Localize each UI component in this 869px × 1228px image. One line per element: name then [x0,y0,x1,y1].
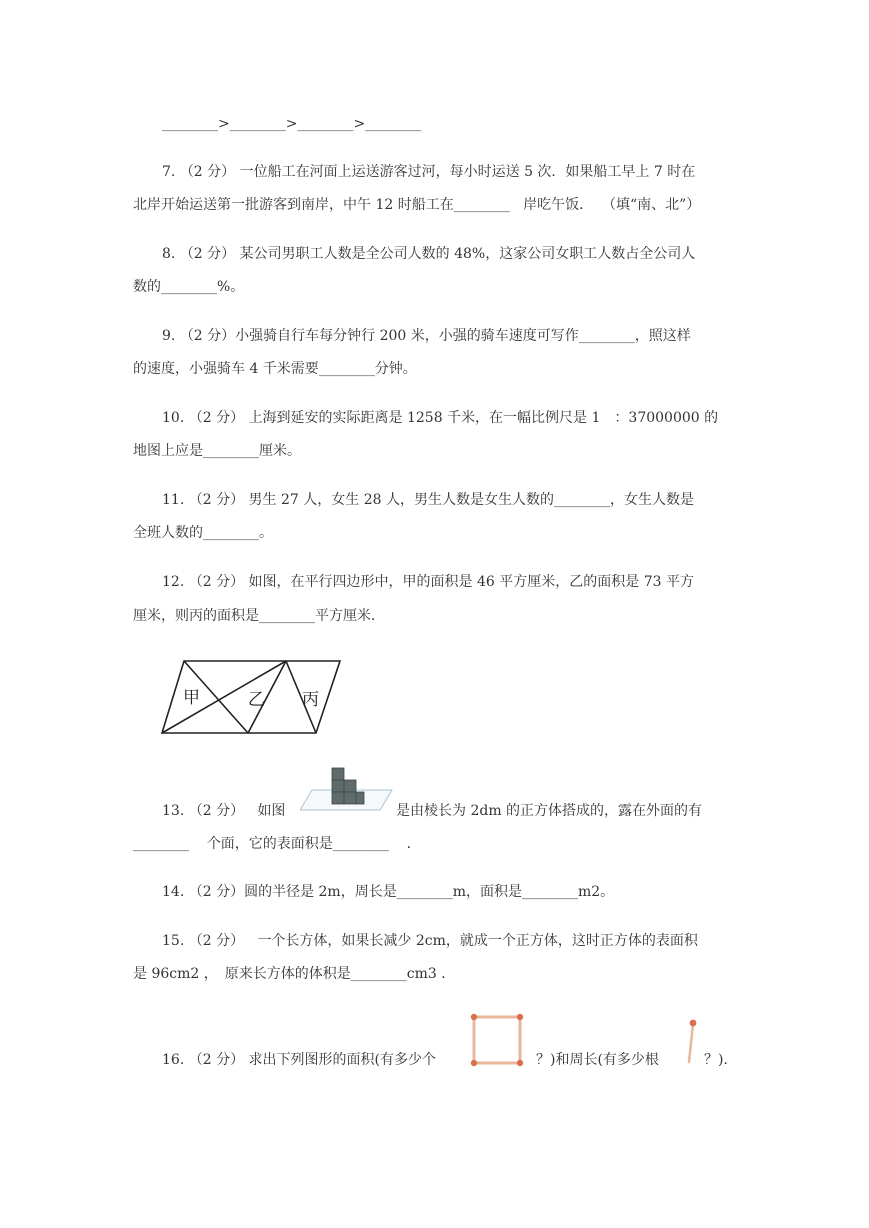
question-number: 7. [162,164,176,180]
question-13-line-1b [396,801,702,821]
question-number: 11. [162,492,185,508]
question-text: 男生 27 人，女生 28 人，男生人数是女生人数的 [248,492,554,508]
answer-blank[interactable]: ________ [259,608,315,624]
question-text: m2。 [578,884,615,900]
question-text: 。 [259,525,273,541]
question-16-line-a [162,1050,436,1070]
question-text: 厘米，则丙的面积是 [133,608,259,624]
question-score: （2 分） [188,492,245,508]
answer-blank[interactable]: ________ [162,116,218,132]
question-11-line-2 [133,523,273,543]
question-score: （2 分） [188,884,245,900]
answer-blank[interactable]: ________ [365,116,422,132]
question-text: 某公司男职工人数是全公司人数的 48%，这家公司女职工人数占全公司人 [239,246,696,262]
question-number: 15. [162,933,185,949]
question-text: 圆的半径是 2m，周长是 [244,884,397,900]
answer-blank[interactable]: ________ [396,884,453,900]
question-text: ． [406,836,421,852]
question-8-line-2 [133,277,244,297]
question-text: 小强骑自行车每分钟行 200 米，小强的骑车速度可写作 [235,328,579,344]
question-text: %。 [217,279,245,295]
question-text: ？)． [704,1052,738,1068]
question-number: 10. [162,410,185,426]
matchstick-square-icon [466,1011,528,1069]
question-text: 北岸开始运送第一批游客到南岸，中午 12 时船工在 [133,197,454,213]
question-7-line-2 [133,195,700,215]
question-number: 8. [162,246,176,262]
question-text: 如图，在平行四边形中，甲的面积是 46 平方厘米，乙的面积是 73 平方 [248,574,694,590]
question-score: （2 分） [188,1052,245,1068]
question-15-line-2 [133,964,455,984]
answer-blank[interactable]: ________ [229,116,286,132]
question-score: （2 分） [179,328,236,344]
question-13-line-2 [133,834,421,854]
question-12-line-2 [133,606,385,626]
matchstick-icon [684,1018,698,1064]
answer-blank[interactable]: ________ [161,279,217,295]
question-text: 岸吃午饭． [523,197,594,213]
question-14-line [162,882,614,902]
question-9-line-2 [133,359,417,379]
question-text: m，面积是 [452,884,522,900]
question-score: （2 分） [179,246,236,262]
question-7-line-1 [162,162,695,182]
question-text: 全班人数的 [133,525,203,541]
question-text: 的速度，小强骑车 4 千米需要 [133,361,319,377]
question-text: 平方厘米． [315,608,385,624]
question-16-line-c [704,1050,737,1070]
question-text: ？)和周长(有多少根 [536,1052,659,1068]
question-text: cm3 ． [406,966,456,982]
answer-blank[interactable]: ________ [522,884,578,900]
question-10-line-2 [133,441,301,461]
question-text: 个面，它的表面积是 [206,836,333,852]
question-text: 如图 [257,803,286,819]
answer-blank[interactable]: ________ [553,492,610,508]
cube-stack-figure [300,766,394,814]
question-text: 是由棱长为 2dm 的正方体搭成的，露在外面的有 [396,803,703,819]
question-text: 上海到延安的实际距离是 1258 千米，在一幅比例尺是 1 ：37000000 的 [248,410,719,426]
answer-blank[interactable]: ________ [318,361,375,377]
question-8-line-1 [162,244,695,264]
question-number: 9. [162,328,176,344]
question-12-line-1 [162,572,694,592]
question-16-line-b [536,1050,659,1070]
question-text: 分钟。 [374,361,417,377]
question-10-line-1 [162,408,718,428]
question-text: 地图上应是 [133,443,203,459]
question-9-line-1 [162,326,691,346]
answer-blank[interactable]: ________ [133,836,189,852]
question-number: 13. [162,803,185,819]
question-13-line-1 [162,801,285,821]
question-text: ，照这样 [634,328,691,344]
question-number: 14. [162,884,185,900]
question-score: （2 分） [188,574,245,590]
label-jia: 甲 [183,688,200,708]
greater-than-sign: > [218,116,230,132]
question-text: 厘米。 [259,443,301,459]
question-text: 求出下列图形的面积(有多少个 [248,1052,436,1068]
question-score: （2 分） [188,933,245,949]
answer-blank[interactable]: ________ [578,328,635,344]
answer-blank[interactable]: ________ [203,525,259,541]
label-yi: 乙 [248,690,265,710]
question-text: 是 96cm2 ， 原来长方体的体积是 [133,966,351,982]
greater-than-sign: > [353,116,366,132]
question-number: 12. [162,574,185,590]
question-hint: （填“南、北”） [601,197,701,213]
answer-blank[interactable]: ________ [453,197,510,213]
label-bing: 丙 [302,690,319,710]
question-number: 16. [162,1052,185,1068]
comparison-blanks-line [162,114,421,134]
question-text: 一位船工在河面上运送游客过河，每小时运送 5 次．如果船工早上 7 时在 [239,164,696,180]
parallelogram-figure [160,658,342,736]
question-score: （2 分） [188,803,245,819]
question-text: 一个长方体，如果长减少 2cm，就成一个正方体，这时正方体的表面积 [257,933,698,949]
question-15-line-1 [162,931,698,951]
cube-stack-icon [332,768,364,804]
answer-blank[interactable]: ________ [203,443,259,459]
question-score: （2 分） [179,164,236,180]
question-11-line-1 [162,490,694,510]
question-score: （2 分） [188,410,245,426]
question-text: ，女生人数是 [609,492,694,508]
question-text: 数的 [133,279,161,295]
answer-blank[interactable]: ________ [332,836,389,852]
answer-blank[interactable]: ________ [350,966,407,982]
greater-than-sign: > [285,116,298,132]
answer-blank[interactable]: ________ [297,116,354,132]
